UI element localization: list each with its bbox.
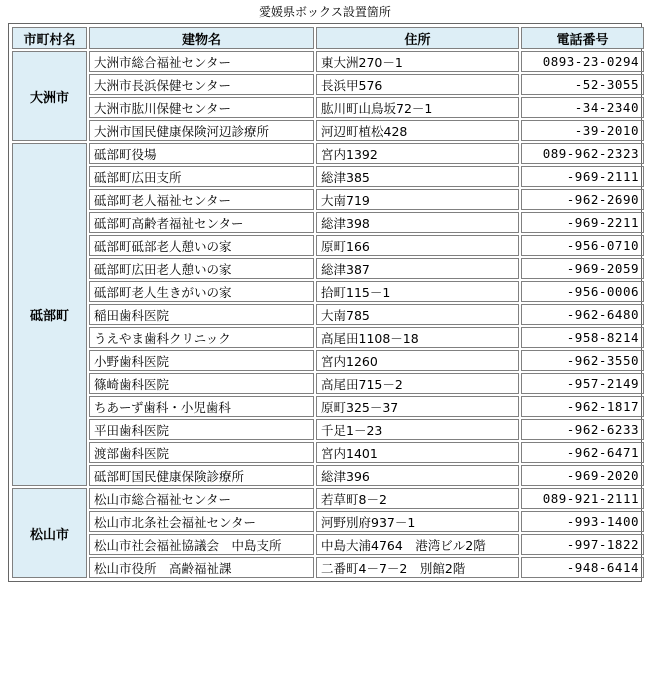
table-row (12, 51, 644, 72)
building-cell: 砥部町広田支所 (89, 166, 314, 187)
phone-cell: -958-8214 (521, 327, 644, 348)
building-cell: 砥部町国民健康保険診療所 (89, 465, 314, 486)
header-address: 住所 (316, 27, 519, 49)
address-cell: 宮内1392 (316, 143, 519, 164)
phone-cell: -969-2020 (521, 465, 644, 486)
city-cell: 松山市 (12, 488, 87, 578)
address-cell: 高尾田715－2 (316, 373, 519, 394)
phone-cell: -52-3055 (521, 74, 644, 95)
address-cell: 二番町4－7－2 別館2階 (316, 557, 519, 578)
building-cell: 松山市役所 高齢福祉課 (89, 557, 314, 578)
building-cell: 稲田歯科医院 (89, 304, 314, 325)
address-cell: 若草町8－2 (316, 488, 519, 509)
address-cell: 大南719 (316, 189, 519, 210)
phone-cell: -962-6480 (521, 304, 644, 325)
phone-cell: 089-921-2111 (521, 488, 644, 509)
phone-cell: -969-2211 (521, 212, 644, 233)
building-cell: 砥部町役場 (89, 143, 314, 164)
address-cell: 長浜甲576 (316, 74, 519, 95)
locations-table (10, 25, 646, 580)
address-cell: 総津385 (316, 166, 519, 187)
address-cell: 東大洲270－1 (316, 51, 519, 72)
table-row (12, 143, 644, 164)
table-row (12, 419, 644, 440)
city-cell: 砥部町 (12, 143, 87, 486)
table-row (12, 396, 644, 417)
address-cell: 総津387 (316, 258, 519, 279)
phone-cell: -956-0006 (521, 281, 644, 302)
table-body (12, 51, 644, 578)
address-cell: 河辺町植松428 (316, 120, 519, 141)
address-cell: 肱川町山鳥坂72－1 (316, 97, 519, 118)
building-cell: 砥部町砥部老人憩いの家 (89, 235, 314, 256)
address-cell: 原町325－37 (316, 396, 519, 417)
building-cell: 砥部町老人福祉センター (89, 189, 314, 210)
table-row (12, 212, 644, 233)
address-cell: 総津396 (316, 465, 519, 486)
table-row (12, 166, 644, 187)
phone-cell: 089-962-2323 (521, 143, 644, 164)
building-cell: 大洲市国民健康保険河辺診療所 (89, 120, 314, 141)
phone-cell: -969-2111 (521, 166, 644, 187)
address-cell: 中島大浦4764 港湾ビル2階 (316, 534, 519, 555)
phone-cell: -39-2010 (521, 120, 644, 141)
building-cell: 大洲市総合福祉センター (89, 51, 314, 72)
building-cell: 松山市北条社会福祉センター (89, 511, 314, 532)
phone-cell: -34-2340 (521, 97, 644, 118)
phone-cell: -948-6414 (521, 557, 644, 578)
header-row (12, 27, 644, 49)
phone-cell: -962-6471 (521, 442, 644, 463)
table-row (12, 120, 644, 141)
table-row (12, 557, 644, 578)
address-cell: 拾町115－1 (316, 281, 519, 302)
building-cell: 平田歯科医院 (89, 419, 314, 440)
table-row (12, 304, 644, 325)
phone-cell: -962-6233 (521, 419, 644, 440)
table-row (12, 97, 644, 118)
phone-cell: -993-1400 (521, 511, 644, 532)
building-cell: 渡部歯科医院 (89, 442, 314, 463)
building-cell: 大洲市肱川保健センター (89, 97, 314, 118)
locations-table-frame (8, 23, 642, 582)
address-cell: 宮内1260 (316, 350, 519, 371)
address-cell: 千足1－23 (316, 419, 519, 440)
building-cell: ちあーず歯科・小児歯科 (89, 396, 314, 417)
building-cell: 大洲市長浜保健センター (89, 74, 314, 95)
table-row (12, 488, 644, 509)
phone-cell: -962-2690 (521, 189, 644, 210)
table-row (12, 511, 644, 532)
table-row (12, 465, 644, 486)
table-row (12, 258, 644, 279)
building-cell: 松山市総合福祉センター (89, 488, 314, 509)
building-cell: 篠崎歯科医院 (89, 373, 314, 394)
building-cell: 砥部町高齢者福祉センター (89, 212, 314, 233)
table-row (12, 235, 644, 256)
phone-cell: -969-2059 (521, 258, 644, 279)
address-cell: 高尾田1108－18 (316, 327, 519, 348)
phone-cell: -962-3550 (521, 350, 644, 371)
table-row (12, 350, 644, 371)
address-cell: 総津398 (316, 212, 519, 233)
building-cell: うえやま歯科クリニック (89, 327, 314, 348)
phone-cell: -957-2149 (521, 373, 644, 394)
building-cell: 小野歯科医院 (89, 350, 314, 371)
page-title: 愛媛県ボックス設置箇所 (259, 5, 391, 19)
address-cell: 大南785 (316, 304, 519, 325)
building-cell: 砥部町老人生きがいの家 (89, 281, 314, 302)
header-city: 市町村名 (12, 27, 87, 49)
building-cell: 砥部町広田老人憩いの家 (89, 258, 314, 279)
phone-cell: -997-1822 (521, 534, 644, 555)
address-cell: 宮内1401 (316, 442, 519, 463)
table-row (12, 373, 644, 394)
phone-cell: -962-1817 (521, 396, 644, 417)
phone-cell: -956-0710 (521, 235, 644, 256)
address-cell: 河野別府937－1 (316, 511, 519, 532)
address-cell: 原町166 (316, 235, 519, 256)
table-row (12, 74, 644, 95)
table-row (12, 442, 644, 463)
table-row (12, 281, 644, 302)
building-cell: 松山市社会福祉協議会 中島支所 (89, 534, 314, 555)
phone-cell: 0893-23-0294 (521, 51, 644, 72)
city-cell: 大洲市 (12, 51, 87, 141)
header-building: 建物名 (89, 27, 314, 49)
header-phone: 電話番号 (521, 27, 644, 49)
table-row (12, 327, 644, 348)
table-row (12, 534, 644, 555)
table-row (12, 189, 644, 210)
